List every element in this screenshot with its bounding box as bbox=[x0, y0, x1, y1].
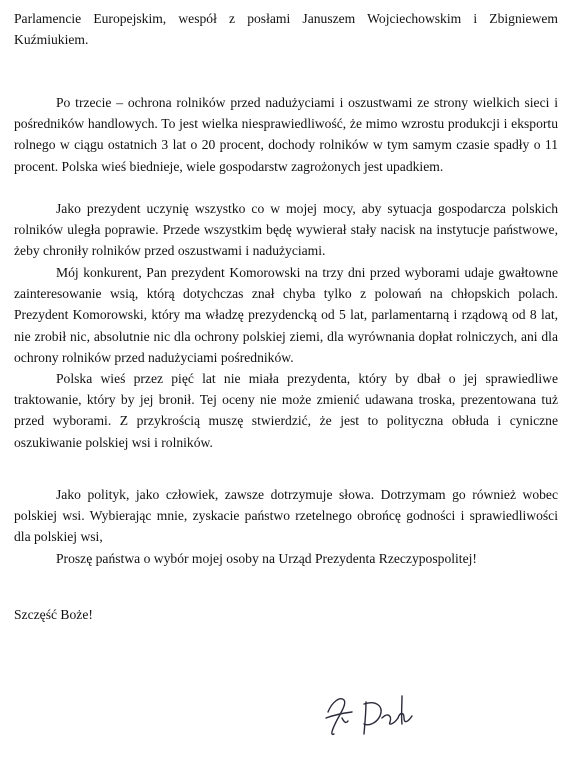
paragraph-5: Polska wieś przez pięć lat nie miała prezydenta, który by dbał o jej sprawiedliwe traktowanie, który by jej bronił. Tej oceny nie może zmienić udawana troska, prezentowana tuż przed wyborami. Z przykrością muszę stwierdzić, że jest to polityczna obłuda i cyniczne oszukiwanie polskiej wsi i rolników. bbox=[14, 371, 558, 450]
paragraph-6: Jako polityk, jako człowiek, zawsze dotrzymuje słowa. Dotrzymam go również wobec polskiej wsi. Wybierając mnie, zyskacie państwo rzetelnego obrońcę godności i sprawiedliwości dla polskiej wsi, bbox=[14, 487, 558, 545]
paragraph-2: Po trzecie – ochrona rolników przed nadużyciami i oszustwami ze strony wielkich sieci i pośredników handlowych. To jest wielka niesprawiedliwość, że mimo wzrostu produkcji i eksportu rolnego w ciągu ostatnich 3 lat o 20 procent, dochody rolników w tym samym czasie spadły o 11 procent. Polska wieś biednieje, wiele gospodarstw zagrożonych jest upadkiem. bbox=[14, 95, 558, 174]
paragraph-3: Jako prezydent uczynię wszystko co w mojej mocy, aby sytuacja gospodarcza polskich rolników uległa poprawie. Przede wszystkim będę wywierał stały nacisk na instytucje państwowe, żeby chroniły rolników przed oszustwami i nadużyciami. bbox=[14, 201, 558, 259]
paragraph-4: Mój konkurent, Pan prezydent Komorowski na trzy dni przed wyborami udaje gwałtowne zainteresowanie wsią, którą dotychczas znał chyba tylko z polowań na chłopskich polach. Prezydent Komorowski, który ma władzę prezydencką od 5 lat, parlamentarną i rządową od 8 lat, nie zrobił nic, absolutnie nic dla ochrony polskiej ziemi, dla wyrównania dopłat rolniczych, ani dla ochrony rolników przed nadużyciami pośredników. bbox=[14, 265, 558, 365]
handwritten-signature bbox=[318, 688, 422, 742]
paragraph-1: Parlamencie Europejskim, wespół z posłami Januszem Wojciechowskim i Zbigniewem Kuźmiukiem. bbox=[14, 11, 558, 48]
closing-salutation: Szczęść Boże! bbox=[14, 607, 93, 622]
paragraph-7: Proszę państwa o wybór mojej osoby na Urząd Prezydenta Rzeczypospolitej! bbox=[56, 551, 477, 566]
